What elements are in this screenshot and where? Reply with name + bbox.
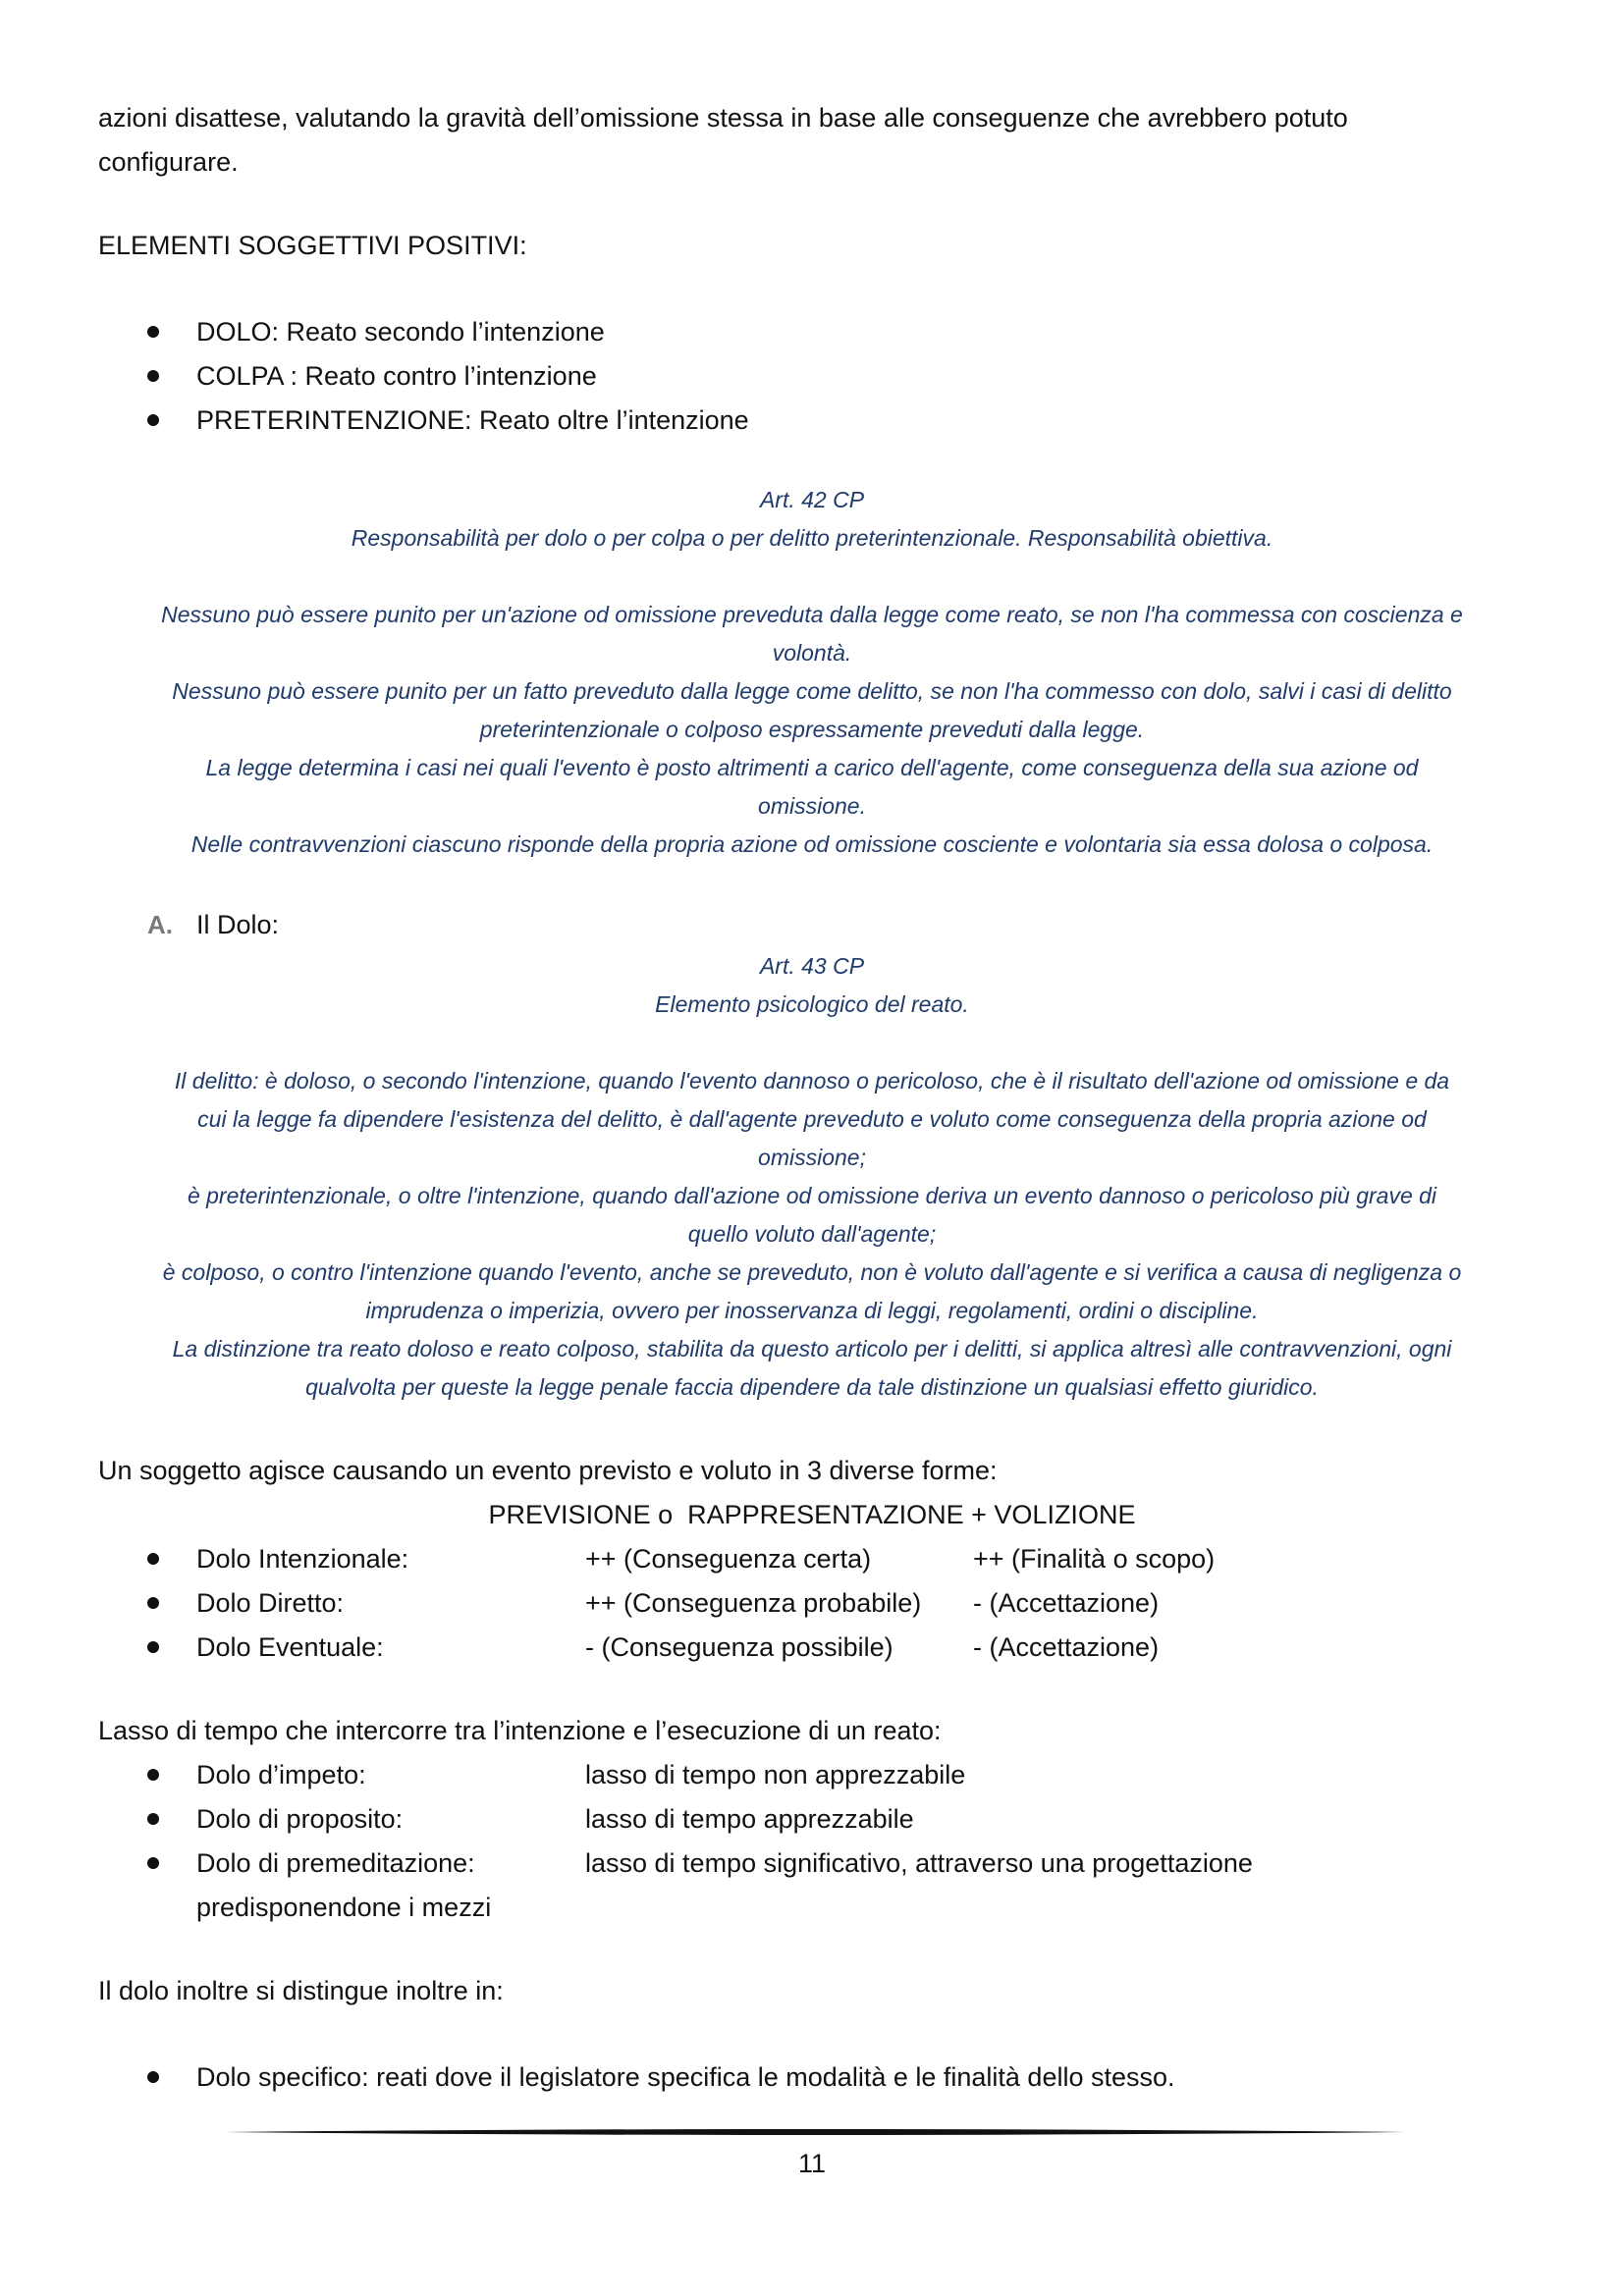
lasso-intro: Lasso di tempo che intercorre tra l’intenzione e l’esecuzione di un reato:: [98, 1716, 942, 1745]
list-item-colpa: COLPA : Reato contro l’intenzione: [196, 361, 597, 391]
art42-line: Nessuno può essere punito per un'azione od omissione preveduta dalla legge come reato, se non l'ha commessa con coscienza e: [161, 602, 1463, 627]
forme-row-prev: ++ (Conseguenza probabile): [585, 1588, 922, 1618]
art43-line: imprudenza o imperizia, ovvero per inosservanza di leggi, regolamenti, ordini o discipline.: [365, 1298, 1259, 1323]
lasso-row-desc: lasso di tempo significativo, attraverso una progettazione: [585, 1848, 1253, 1878]
bullet-dot: [147, 1769, 159, 1781]
bullet-dot: [147, 1553, 159, 1565]
lasso-row-name: Dolo di proposito:: [196, 1804, 404, 1834]
forme-row-prev: - (Conseguenza possibile): [585, 1632, 893, 1662]
forme-intro: Un soggetto agisce causando un evento previsto e voluto in 3 diverse forme:: [98, 1456, 998, 1485]
bullet-dot: [147, 326, 159, 338]
art43-line: omissione;: [758, 1145, 866, 1170]
section-title: Il Dolo:: [196, 910, 280, 939]
lasso-row-desc: lasso di tempo non apprezzabile: [585, 1760, 966, 1789]
art42-line: Nessuno può essere punito per un fatto preveduto dalla legge come delitto, se non l'ha commesso con dolo, salvi i casi di delitto: [172, 678, 1452, 704]
bullet-dot: [147, 1857, 159, 1869]
art43-subtitle: Elemento psicologico del reato.: [655, 991, 969, 1017]
list-item-dolo-specifico: Dolo specifico: reati dove il legislatore specifica le modalità e le finalità dello stesso.: [196, 2062, 1175, 2092]
bullet-dot: [147, 1597, 159, 1609]
forme-header: PREVISIONE o RAPPRESENTAZIONE + VOLIZIONE: [488, 1500, 1136, 1529]
art43-line: Il delitto: è doloso, o secondo l'intenzione, quando l'evento dannoso o pericoloso, che è il risultato dell'azione od omissione e da: [174, 1068, 1450, 1094]
forme-row-vol: - (Accettazione): [973, 1632, 1160, 1662]
list-item-dolo: DOLO: Reato secondo l’intenzione: [196, 317, 605, 347]
bullet-dot: [147, 2071, 159, 2083]
list-item-preterintenzione: PRETERINTENZIONE: Reato oltre l’intenzione: [196, 405, 749, 435]
bullet-dot: [147, 1813, 159, 1825]
elementi-heading: ELEMENTI SOGGETTIVI POSITIVI:: [98, 231, 527, 260]
lasso-row-name: Dolo d’impeto:: [196, 1760, 366, 1789]
art42-line: Nelle contravvenzioni ciascuno risponde della propria azione od omissione cosciente e volontaria sia essa dolosa o colposa.: [190, 831, 1434, 857]
art43-line: è colposo, o contro l'intenzione quando l'evento, anche se preveduto, non è voluto dall'agente e si verifica a causa di negligenza o: [162, 1259, 1462, 1285]
art42-line: omissione.: [758, 793, 866, 819]
forme-row-name: Dolo Diretto:: [196, 1588, 345, 1618]
page-number: 11: [797, 2149, 827, 2178]
art43-title: Art. 43 CP: [759, 953, 865, 979]
forme-row-name: Dolo Intenzionale:: [196, 1544, 409, 1574]
distingue-intro: Il dolo inoltre si distingue inoltre in:: [98, 1976, 504, 2005]
art43-line: La distinzione tra reato doloso e reato colposo, stabilita da questo articolo per i delitti, si applica altresì alle contravvenzioni, ogni: [172, 1336, 1452, 1362]
bullet-dot: [147, 370, 159, 382]
art43-line: quello voluto dall'agente;: [687, 1221, 937, 1247]
forme-row-vol: - (Accettazione): [973, 1588, 1160, 1618]
lasso-row-name: Dolo di premeditazione:: [196, 1848, 475, 1878]
section-letter: A.: [147, 910, 173, 939]
bullet-dot: [147, 414, 159, 426]
bullet-dot: [147, 1641, 159, 1653]
forme-row-prev: ++ (Conseguenza certa): [585, 1544, 872, 1574]
intro-line-2: configurare.: [98, 147, 239, 177]
art42-title: Art. 42 CP: [759, 487, 865, 512]
art42-line: volontà.: [772, 640, 852, 666]
art43-line: è preterintenzionale, o oltre l'intenzione, quando dall'azione od omissione deriva un evento dannoso o pericoloso più grave di: [187, 1183, 1437, 1208]
art43-line: cui la legge fa dipendere l'esistenza del delitto, è dall'agente preveduto e voluto come conseguenza della propria azione od: [197, 1106, 1427, 1132]
lasso-continuation: predisponendone i mezzi: [196, 1893, 492, 1922]
intro-line-1: azioni disattese, valutando la gravità dell’omissione stessa in base alle conseguenze che avrebbero potuto: [98, 103, 1348, 133]
art42-subtitle: Responsabilità per dolo o per colpa o per delitto preterintenzionale. Responsabilità obiettiva.: [351, 525, 1273, 551]
forme-row-name: Dolo Eventuale:: [196, 1632, 384, 1662]
art43-line: qualvolta per queste la legge penale faccia dipendere da tale distinzione un qualsiasi effetto giuridico.: [305, 1374, 1319, 1400]
art42-line: La legge determina i casi nei quali l'evento è posto altrimenti a carico dell'agente, come conseguenza della sua azione od: [205, 755, 1419, 780]
art42-line: preterintenzionale o colposo espressamente preveduti dalla legge.: [479, 717, 1145, 742]
forme-row-vol: ++ (Finalità o scopo): [973, 1544, 1216, 1574]
lasso-row-desc: lasso di tempo apprezzabile: [585, 1804, 914, 1834]
